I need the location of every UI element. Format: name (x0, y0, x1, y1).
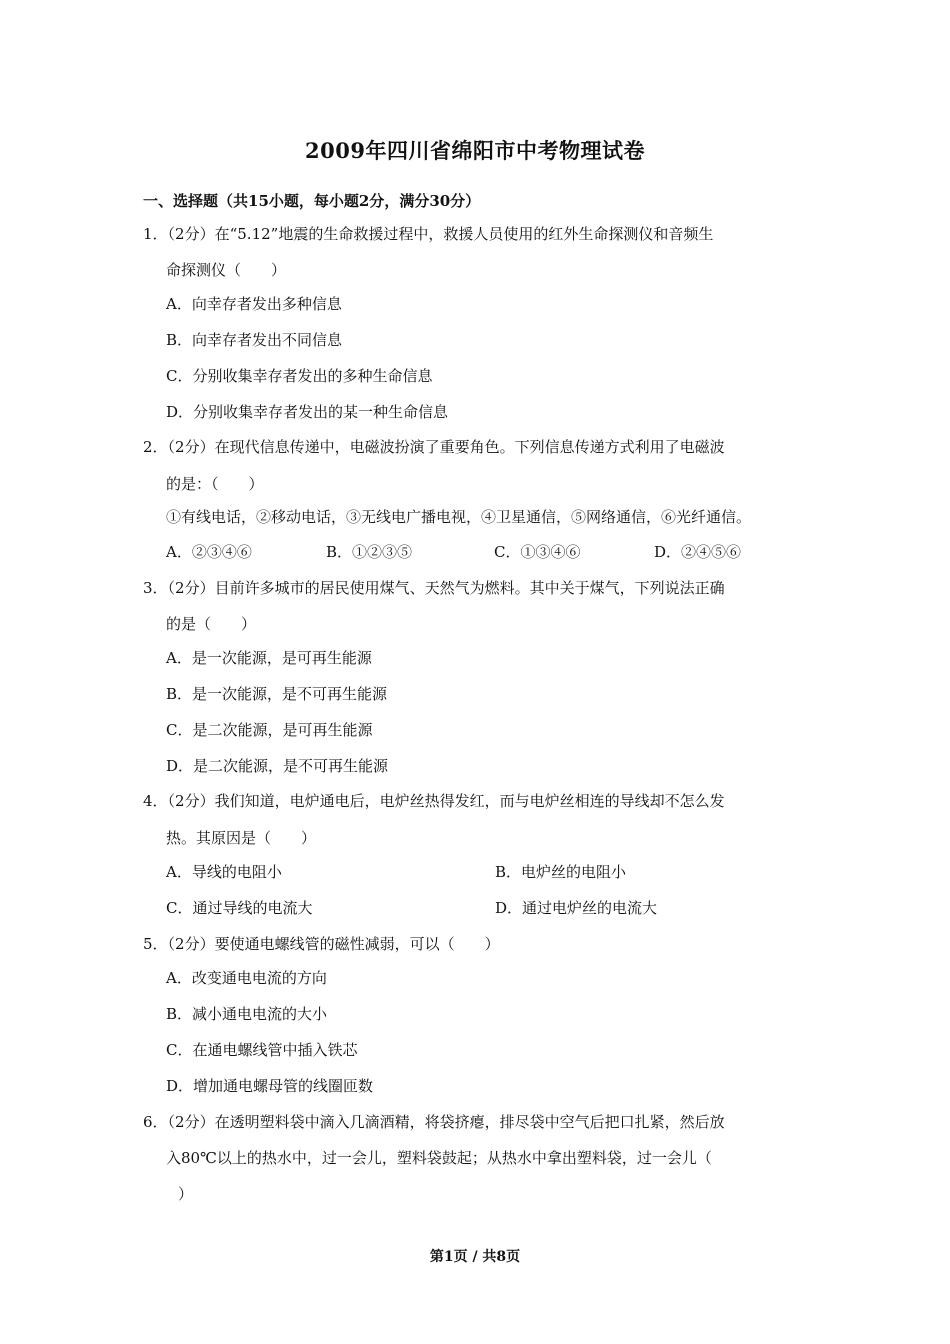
section-heading: 一、选择题（共15小题，每小题2分，满分30分） (143, 192, 481, 210)
question-2-stem-line-1: 2．（2分）在现代信息传递中，电磁波扮演了重要角色。下列信息传递方式利用了电磁波 (143, 438, 725, 456)
question-1-stem-line-1: 1．（2分）在“5.12”地震的生命救援过程中，救援人员使用的红外生命探测仪和音频生 (143, 225, 714, 243)
question-3-option-b: B．是一次能源，是不可再生能源 (166, 685, 388, 703)
question-4-option-b: B．电炉丝的电阻小 (495, 863, 627, 881)
question-5-option-b: B．减小通电电流的大小 (166, 1005, 328, 1023)
question-2-option-a: A．②③④⑥ (166, 543, 252, 561)
question-3-option-d: D．是二次能源，是不可再生能源 (166, 757, 389, 775)
question-5-option-c: C．在通电螺线管中插入铁芯 (166, 1041, 358, 1059)
question-5-option-d: D．增加通电螺母管的线圈匝数 (166, 1077, 374, 1095)
question-2-option-c: C．①③④⑥ (494, 543, 581, 561)
question-1-stem-line-2: 命探测仪（ ） (166, 261, 287, 279)
question-4-option-c: C．通过导线的电流大 (166, 899, 313, 917)
question-1-option-c: C．分别收集幸存者发出的多种生命信息 (166, 367, 433, 385)
question-4-stem-line-1: 4．（2分）我们知道，电炉通电后，电炉丝热得发红，而与电炉丝相连的导线却不怎么发 (143, 792, 725, 810)
question-4-option-a: A．导线的电阻小 (166, 863, 282, 881)
question-4-option-d: D．通过电炉丝的电流大 (495, 899, 658, 917)
question-4-stem-line-2: 热。其原因是（ ） (166, 829, 317, 847)
question-2-option-d: D．②④⑤⑥ (654, 543, 742, 561)
question-5-option-a: A．改变通电电流的方向 (166, 969, 327, 987)
question-2-stem-line-2: 的是：（ ） (166, 475, 264, 493)
question-3-option-a: A．是一次能源，是可再生能源 (166, 649, 372, 667)
question-1-option-d: D．分别收集幸存者发出的某一种生命信息 (166, 403, 449, 421)
question-1-option-b: B．向幸存者发出不同信息 (166, 331, 343, 349)
question-6-stem-line-1: 6．（2分）在透明塑料袋中滴入几滴酒精，将袋挤瘪，排尽袋中空气后把口扎紧，然后放 (143, 1113, 725, 1131)
question-3-stem-line-1: 3．（2分）目前许多城市的居民使用煤气、天然气为燃料。其中关于煤气，下列说法正确 (143, 579, 725, 597)
question-2-stem-line-3: ①有线电话，②移动电话，③无线电广播电视，④卫星通信，⑤网络通信，⑥光纤通信。 (166, 508, 752, 526)
page-footer: 第1页 / 共8页 (429, 1249, 521, 1265)
question-1-option-a: A．向幸存者发出多种信息 (166, 295, 342, 313)
question-6-stem-line-3: ） (178, 1185, 194, 1203)
question-3-stem-line-2: 的是（ ） (166, 615, 257, 633)
question-3-option-c: C．是二次能源，是可再生能源 (166, 721, 373, 739)
page-title: 2009年四川省绵阳市中考物理试卷 (305, 138, 645, 163)
question-5-stem-line-1: 5．（2分）要使通电螺线管的磁性减弱，可以（ ） (143, 935, 500, 953)
question-6-stem-line-2: 入80℃以上的热水中，过一会儿，塑料袋鼓起；从热水中拿出塑料袋，过一会儿（ (166, 1149, 712, 1167)
question-2-option-b: B．①②③⑤ (326, 543, 413, 561)
